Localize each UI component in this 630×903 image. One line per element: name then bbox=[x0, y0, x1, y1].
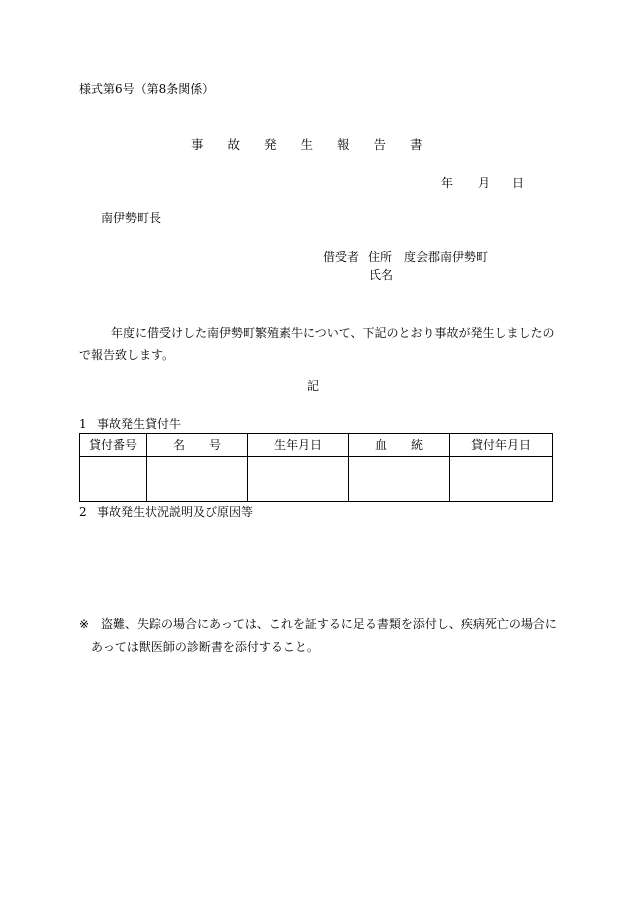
note-mark: ※ bbox=[79, 617, 90, 631]
table-row bbox=[80, 457, 553, 502]
borrower-label: 借受者 bbox=[323, 250, 360, 264]
section-2-heading bbox=[79, 505, 253, 519]
address-label: 住所 bbox=[368, 250, 393, 264]
section-2-number: 2 bbox=[79, 505, 87, 519]
name-label: 氏名 bbox=[369, 268, 394, 282]
header-loan-number: 貸付番号 bbox=[80, 434, 147, 457]
addressee: 南伊勢町長 bbox=[101, 211, 162, 225]
header-birth-date: 生年月日 bbox=[248, 434, 349, 457]
ki-heading: 記 bbox=[307, 379, 320, 393]
cell-loan-number bbox=[80, 457, 147, 502]
document-title: 事故発生報告書 bbox=[191, 137, 447, 152]
date-line bbox=[441, 176, 524, 190]
form-number: 様式第6号（第8条関係） bbox=[79, 82, 215, 96]
date-day: 日 bbox=[512, 176, 525, 190]
date-month: 月 bbox=[478, 176, 491, 190]
address-value: 度会郡南伊勢町 bbox=[404, 250, 489, 264]
section-1-heading bbox=[79, 417, 181, 431]
table-header-row bbox=[80, 434, 553, 457]
header-loan-date: 貸付年月日 bbox=[450, 434, 553, 457]
section-2-label: 事故発生状況説明及び原因等 bbox=[97, 505, 254, 519]
date-year: 年 bbox=[441, 176, 454, 190]
cell-name bbox=[147, 457, 248, 502]
header-name: 名 号 bbox=[147, 434, 248, 457]
section-1-label: 事故発生貸付牛 bbox=[97, 417, 182, 431]
loan-cattle-table bbox=[79, 433, 553, 502]
header-pedigree: 血 統 bbox=[349, 434, 450, 457]
cell-birth-date bbox=[248, 457, 349, 502]
cell-loan-date bbox=[450, 457, 553, 502]
note-line-2: あっては獣医師の診断書を添付すること。 bbox=[91, 640, 319, 654]
borrower-address-line bbox=[323, 250, 488, 264]
section-1-number: 1 bbox=[79, 417, 87, 431]
body-text: 年度に借受けした南伊勢町繁殖素牛について、下記のとおり事故が発生しましたので報告致します。 bbox=[79, 326, 555, 362]
note-line-1: 盗難、失踪の場合にあっては、これを証するに足る書類を添付し、疾病死亡の場合に bbox=[101, 617, 557, 631]
note bbox=[79, 613, 559, 659]
cell-pedigree bbox=[349, 457, 450, 502]
borrower-name-line bbox=[369, 268, 393, 282]
